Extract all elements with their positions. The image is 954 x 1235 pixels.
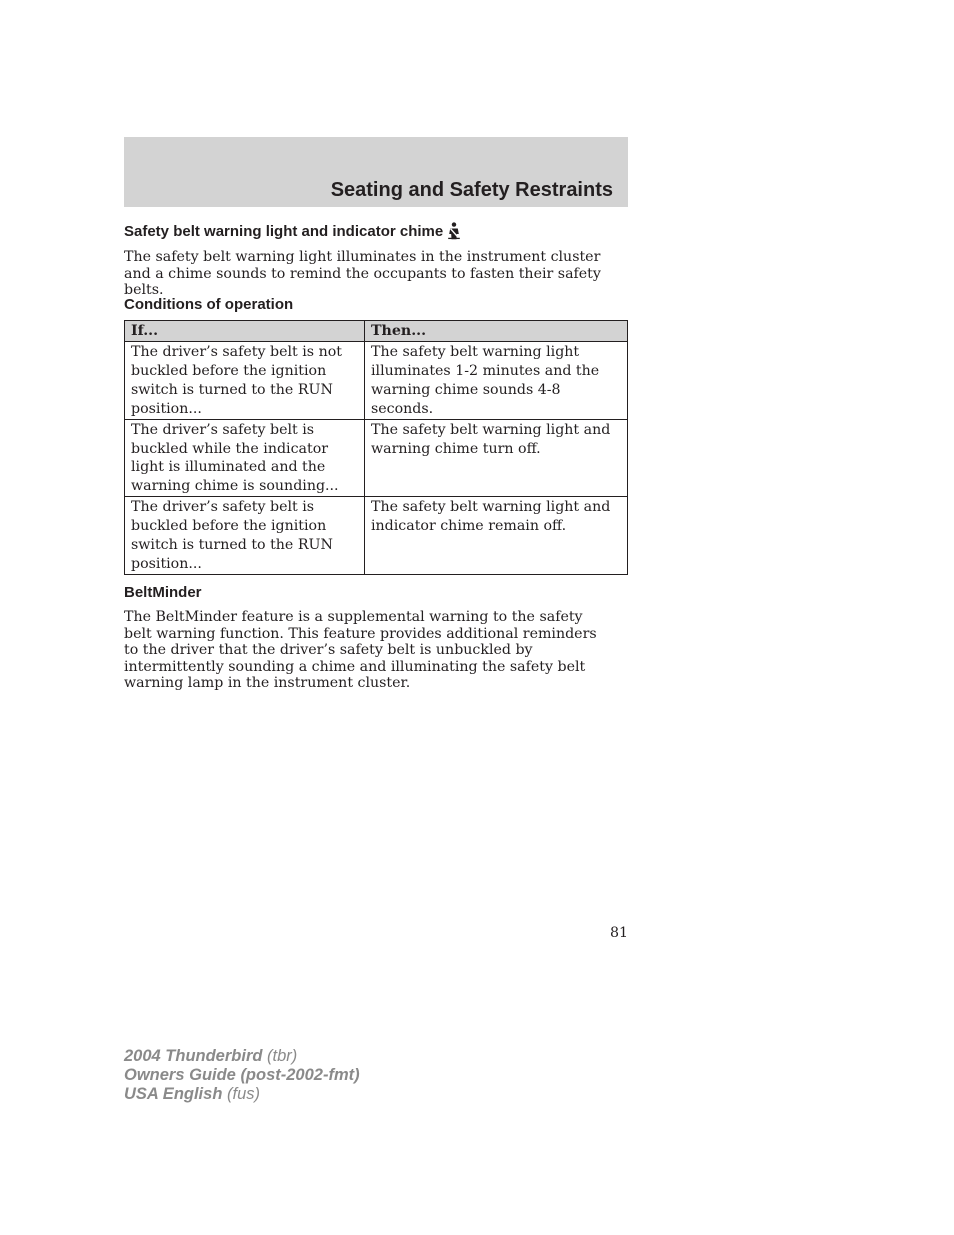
column-header-if: If... bbox=[125, 321, 365, 342]
beltminder-heading: BeltMinder bbox=[124, 584, 202, 601]
condition-then-cell: The safety belt warning light and indicator chime remain off. bbox=[365, 497, 628, 575]
table-row bbox=[125, 497, 628, 575]
footer-model-code: (tbr) bbox=[262, 1047, 298, 1065]
condition-if-cell: The driver’s safety belt is buckled while the indicator light is illuminated and the warning chime is sounding... bbox=[125, 419, 365, 497]
footer-line-3 bbox=[124, 1085, 360, 1104]
table-row bbox=[125, 342, 628, 420]
warning-light-paragraph: The safety belt warning light illuminates in the instrument cluster and a chime sounds to remind the occupants to fasten their safety belts. bbox=[124, 249, 601, 299]
footer-language-code: (fus) bbox=[222, 1085, 260, 1103]
table-header-row bbox=[125, 321, 628, 342]
section-title: Seating and Safety Restraints bbox=[330, 179, 613, 201]
conditions-heading: Conditions of operation bbox=[124, 296, 294, 313]
footer-language: USA English bbox=[124, 1085, 223, 1103]
table-row bbox=[125, 419, 628, 497]
document-footer bbox=[124, 1047, 360, 1104]
footer-model: 2004 Thunderbird bbox=[124, 1047, 263, 1065]
page-number: 81 bbox=[609, 925, 628, 941]
footer-line-2 bbox=[124, 1066, 360, 1085]
footer-guide: Owners Guide (post-2002-fmt) bbox=[124, 1066, 360, 1084]
seatbelt-icon bbox=[446, 222, 462, 244]
condition-then-cell: The safety belt warning light and warning chime turn off. bbox=[365, 419, 628, 497]
footer-line-1 bbox=[124, 1047, 360, 1066]
condition-if-cell: The driver’s safety belt is not buckled before the ignition switch is turned to the RUN position... bbox=[125, 342, 365, 420]
section-header-band bbox=[124, 137, 628, 207]
conditions-table bbox=[124, 320, 628, 575]
warning-light-heading-text: Safety belt warning light and indicator chime bbox=[124, 223, 444, 240]
condition-then-cell: The safety belt warning light illuminates 1-2 minutes and the warning chime sounds 4-8 seconds. bbox=[365, 342, 628, 420]
beltminder-paragraph: The BeltMinder feature is a supplemental warning to the safety belt warning function. This feature provides additional reminders to the driver that the driver’s safety belt is unbuckled by intermittently sounding a chime and illuminating the safety belt warning lamp in the instrument cluster. bbox=[124, 609, 597, 692]
warning-light-heading bbox=[124, 222, 462, 244]
column-header-then: Then... bbox=[365, 321, 628, 342]
condition-if-cell: The driver’s safety belt is buckled before the ignition switch is turned to the RUN position... bbox=[125, 497, 365, 575]
